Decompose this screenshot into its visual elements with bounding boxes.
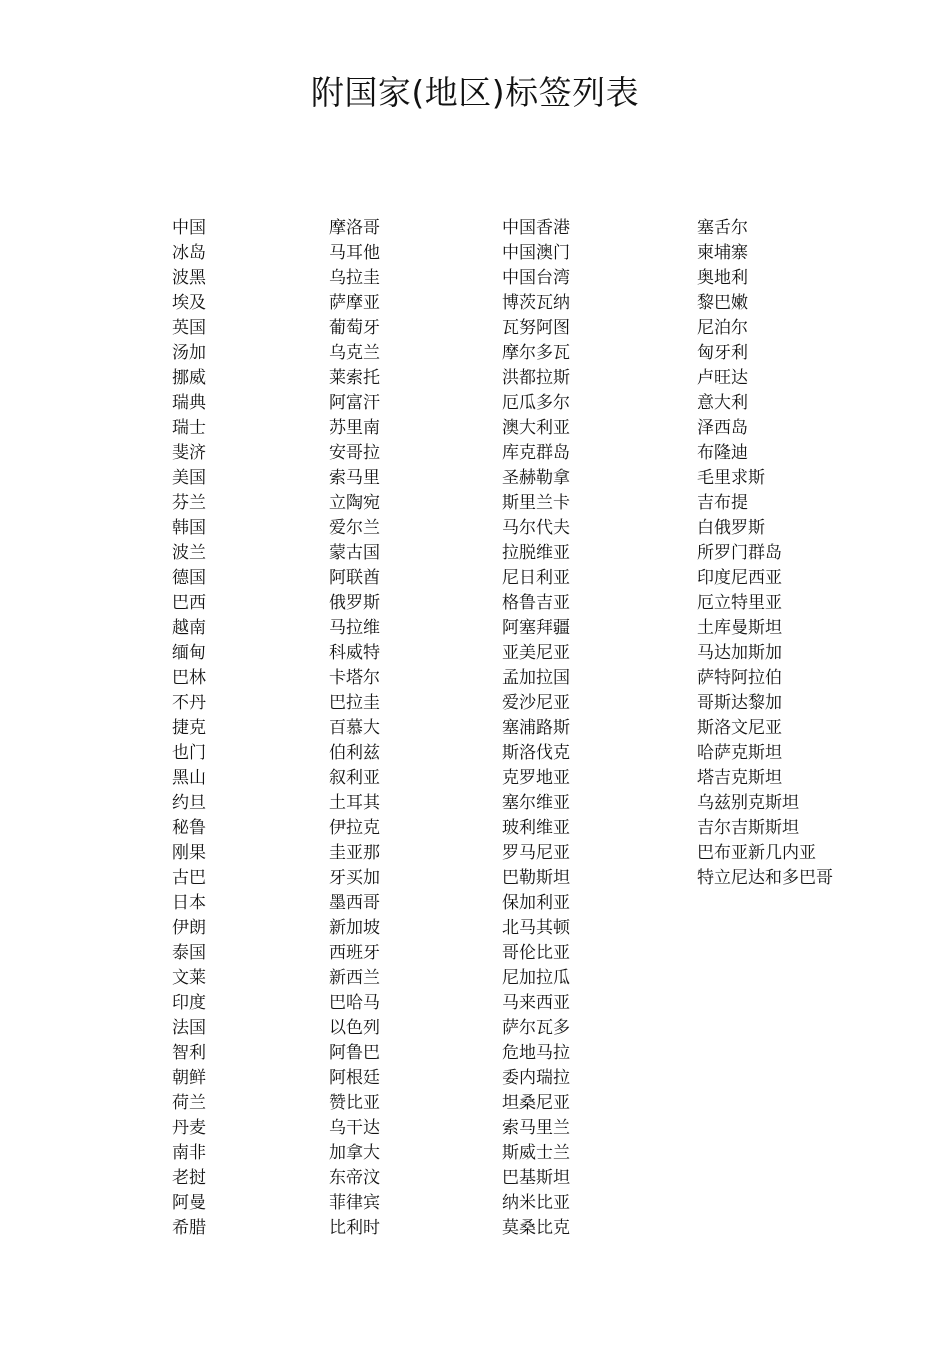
country-name: 斐济 bbox=[172, 443, 206, 463]
country-name: 阿富汗 bbox=[329, 393, 380, 413]
country-name: 朝鲜 bbox=[172, 1068, 206, 1088]
country-name: 马耳他 bbox=[329, 243, 380, 263]
country-name: 卢旺达 bbox=[697, 368, 748, 388]
country-name: 斯里兰卡 bbox=[502, 493, 570, 513]
country-name: 塞浦路斯 bbox=[502, 718, 570, 738]
country-name: 所罗门群岛 bbox=[697, 543, 782, 563]
country-name: 塞尔维亚 bbox=[502, 793, 570, 813]
country-name: 百慕大 bbox=[329, 718, 380, 738]
country-name: 孟加拉国 bbox=[502, 668, 570, 688]
country-name: 圣赫勒拿 bbox=[502, 468, 570, 488]
country-name: 西班牙 bbox=[329, 943, 380, 963]
country-name: 尼日利亚 bbox=[502, 568, 570, 588]
country-name: 黎巴嫩 bbox=[697, 293, 748, 313]
country-name: 丹麦 bbox=[172, 1118, 206, 1138]
country-name: 日本 bbox=[172, 893, 206, 913]
country-name: 土库曼斯坦 bbox=[697, 618, 782, 638]
country-name: 乌干达 bbox=[329, 1118, 380, 1138]
country-name: 索马里 bbox=[329, 468, 380, 488]
country-name: 厄立特里亚 bbox=[697, 593, 782, 613]
country-name: 柬埔寨 bbox=[697, 243, 748, 263]
country-name: 秘鲁 bbox=[172, 818, 206, 838]
country-name: 荷兰 bbox=[172, 1093, 206, 1113]
country-name: 芬兰 bbox=[172, 493, 206, 513]
country-name: 马来西亚 bbox=[502, 993, 570, 1013]
country-name: 尼加拉瓜 bbox=[502, 968, 570, 988]
country-name: 古巴 bbox=[172, 868, 206, 888]
country-name: 爱沙尼亚 bbox=[502, 693, 570, 713]
country-name: 斯威士兰 bbox=[502, 1143, 570, 1163]
country-name: 瑞士 bbox=[172, 418, 206, 438]
country-name: 库克群岛 bbox=[502, 443, 570, 463]
country-name: 也门 bbox=[172, 743, 206, 763]
country-name: 澳大利亚 bbox=[502, 418, 570, 438]
country-name: 印度尼西亚 bbox=[697, 568, 782, 588]
country-name: 立陶宛 bbox=[329, 493, 380, 513]
country-name: 瑞典 bbox=[172, 393, 206, 413]
country-name: 格鲁吉亚 bbox=[502, 593, 570, 613]
country-name: 捷克 bbox=[172, 718, 206, 738]
country-name: 文莱 bbox=[172, 968, 206, 988]
country-name: 哥斯达黎加 bbox=[697, 693, 782, 713]
country-name: 摩洛哥 bbox=[329, 218, 380, 238]
country-name: 萨特阿拉伯 bbox=[697, 668, 782, 688]
country-name: 莱索托 bbox=[329, 368, 380, 388]
country-name: 索马里兰 bbox=[502, 1118, 570, 1138]
country-name: 越南 bbox=[172, 618, 206, 638]
country-name: 萨尔瓦多 bbox=[502, 1018, 570, 1038]
country-name: 蒙古国 bbox=[329, 543, 380, 563]
country-name: 萨摩亚 bbox=[329, 293, 380, 313]
country-name: 冰岛 bbox=[172, 243, 206, 263]
country-name: 白俄罗斯 bbox=[697, 518, 765, 538]
country-name: 斯洛伐克 bbox=[502, 743, 570, 763]
country-name: 危地马拉 bbox=[502, 1043, 570, 1063]
country-name: 爱尔兰 bbox=[329, 518, 380, 538]
country-name: 韩国 bbox=[172, 518, 206, 538]
country-name: 德国 bbox=[172, 568, 206, 588]
country-name: 摩尔多瓦 bbox=[502, 343, 570, 363]
country-name: 伊朗 bbox=[172, 918, 206, 938]
country-name: 马尔代夫 bbox=[502, 518, 570, 538]
country-name: 埃及 bbox=[172, 293, 206, 313]
country-name: 马拉维 bbox=[329, 618, 380, 638]
country-name: 巴林 bbox=[172, 668, 206, 688]
country-name: 法国 bbox=[172, 1018, 206, 1038]
country-name: 牙买加 bbox=[329, 868, 380, 888]
country-name: 巴勒斯坦 bbox=[502, 868, 570, 888]
country-name: 乌拉圭 bbox=[329, 268, 380, 288]
country-name: 泰国 bbox=[172, 943, 206, 963]
country-name: 匈牙利 bbox=[697, 343, 748, 363]
country-name: 卡塔尔 bbox=[329, 668, 380, 688]
country-name: 吉布提 bbox=[697, 493, 748, 513]
country-name: 科威特 bbox=[329, 643, 380, 663]
country-name: 印度 bbox=[172, 993, 206, 1013]
country-name: 葡萄牙 bbox=[329, 318, 380, 338]
country-name: 伯利兹 bbox=[329, 743, 380, 763]
country-name: 北马其顿 bbox=[502, 918, 570, 938]
country-name: 赞比亚 bbox=[329, 1093, 380, 1113]
country-name: 亚美尼亚 bbox=[502, 643, 570, 663]
country-name: 英国 bbox=[172, 318, 206, 338]
country-name: 博茨瓦纳 bbox=[502, 293, 570, 313]
country-column-1 bbox=[172, 216, 206, 1241]
country-name: 智利 bbox=[172, 1043, 206, 1063]
country-name: 莫桑比克 bbox=[502, 1218, 570, 1238]
country-name: 美国 bbox=[172, 468, 206, 488]
country-name: 玻利维亚 bbox=[502, 818, 570, 838]
country-name: 巴西 bbox=[172, 593, 206, 613]
country-name: 巴哈马 bbox=[329, 993, 380, 1013]
country-name: 纳米比亚 bbox=[502, 1193, 570, 1213]
country-name: 阿根廷 bbox=[329, 1068, 380, 1088]
country-name: 泽西岛 bbox=[697, 418, 748, 438]
country-name: 中国台湾 bbox=[502, 268, 570, 288]
country-name: 刚果 bbox=[172, 843, 206, 863]
country-name: 塞舌尔 bbox=[697, 218, 748, 238]
page-title: 附国家(地区)标签列表 bbox=[310, 73, 640, 112]
country-name: 叙利亚 bbox=[329, 768, 380, 788]
country-name: 希腊 bbox=[172, 1218, 206, 1238]
country-name: 吉尔吉斯斯坦 bbox=[697, 818, 799, 838]
country-name: 克罗地亚 bbox=[502, 768, 570, 788]
country-name: 安哥拉 bbox=[329, 443, 380, 463]
country-name: 马达加斯加 bbox=[697, 643, 782, 663]
country-name: 汤加 bbox=[172, 343, 206, 363]
country-name: 委内瑞拉 bbox=[502, 1068, 570, 1088]
country-name: 不丹 bbox=[172, 693, 206, 713]
country-name: 圭亚那 bbox=[329, 843, 380, 863]
country-name: 中国香港 bbox=[502, 218, 570, 238]
country-name: 阿联酋 bbox=[329, 568, 380, 588]
country-name: 特立尼达和多巴哥 bbox=[697, 868, 833, 888]
country-name: 斯洛文尼亚 bbox=[697, 718, 782, 738]
country-name: 保加利亚 bbox=[502, 893, 570, 913]
country-name: 瓦努阿图 bbox=[502, 318, 570, 338]
country-name: 尼泊尔 bbox=[697, 318, 748, 338]
country-name: 阿塞拜疆 bbox=[502, 618, 570, 638]
country-name: 洪都拉斯 bbox=[502, 368, 570, 388]
country-name: 坦桑尼亚 bbox=[502, 1093, 570, 1113]
country-column-2 bbox=[329, 216, 380, 1241]
country-name: 厄瓜多尔 bbox=[502, 393, 570, 413]
country-name: 巴基斯坦 bbox=[502, 1168, 570, 1188]
country-name: 乌克兰 bbox=[329, 343, 380, 363]
country-name: 缅甸 bbox=[172, 643, 206, 663]
country-name: 约旦 bbox=[172, 793, 206, 813]
country-name: 拉脱维亚 bbox=[502, 543, 570, 563]
country-name: 毛里求斯 bbox=[697, 468, 765, 488]
country-name: 罗马尼亚 bbox=[502, 843, 570, 863]
country-name: 布隆迪 bbox=[697, 443, 748, 463]
country-name: 伊拉克 bbox=[329, 818, 380, 838]
country-name: 意大利 bbox=[697, 393, 748, 413]
country-name: 哈萨克斯坦 bbox=[697, 743, 782, 763]
country-name: 挪威 bbox=[172, 368, 206, 388]
country-name: 比利时 bbox=[329, 1218, 380, 1238]
country-name: 墨西哥 bbox=[329, 893, 380, 913]
country-name: 俄罗斯 bbox=[329, 593, 380, 613]
country-name: 塔吉克斯坦 bbox=[697, 768, 782, 788]
country-name: 阿鲁巴 bbox=[329, 1043, 380, 1063]
country-name: 老挝 bbox=[172, 1168, 206, 1188]
country-name: 哥伦比亚 bbox=[502, 943, 570, 963]
country-name: 奥地利 bbox=[697, 268, 748, 288]
country-name: 东帝汶 bbox=[329, 1168, 380, 1188]
country-name: 阿曼 bbox=[172, 1193, 206, 1213]
country-name: 南非 bbox=[172, 1143, 206, 1163]
country-name: 巴布亚新几内亚 bbox=[697, 843, 816, 863]
country-name: 巴拉圭 bbox=[329, 693, 380, 713]
country-name: 黑山 bbox=[172, 768, 206, 788]
country-name: 土耳其 bbox=[329, 793, 380, 813]
country-name: 中国 bbox=[172, 218, 206, 238]
country-name: 菲律宾 bbox=[329, 1193, 380, 1213]
country-name: 苏里南 bbox=[329, 418, 380, 438]
country-name: 波兰 bbox=[172, 543, 206, 563]
country-name: 加拿大 bbox=[329, 1143, 380, 1163]
country-name: 波黑 bbox=[172, 268, 206, 288]
country-name: 中国澳门 bbox=[502, 243, 570, 263]
country-name: 乌兹别克斯坦 bbox=[697, 793, 799, 813]
country-name: 新西兰 bbox=[329, 968, 380, 988]
country-column-3 bbox=[502, 216, 570, 1241]
country-column-4 bbox=[697, 216, 833, 891]
country-name: 以色列 bbox=[329, 1018, 380, 1038]
country-name: 新加坡 bbox=[329, 918, 380, 938]
